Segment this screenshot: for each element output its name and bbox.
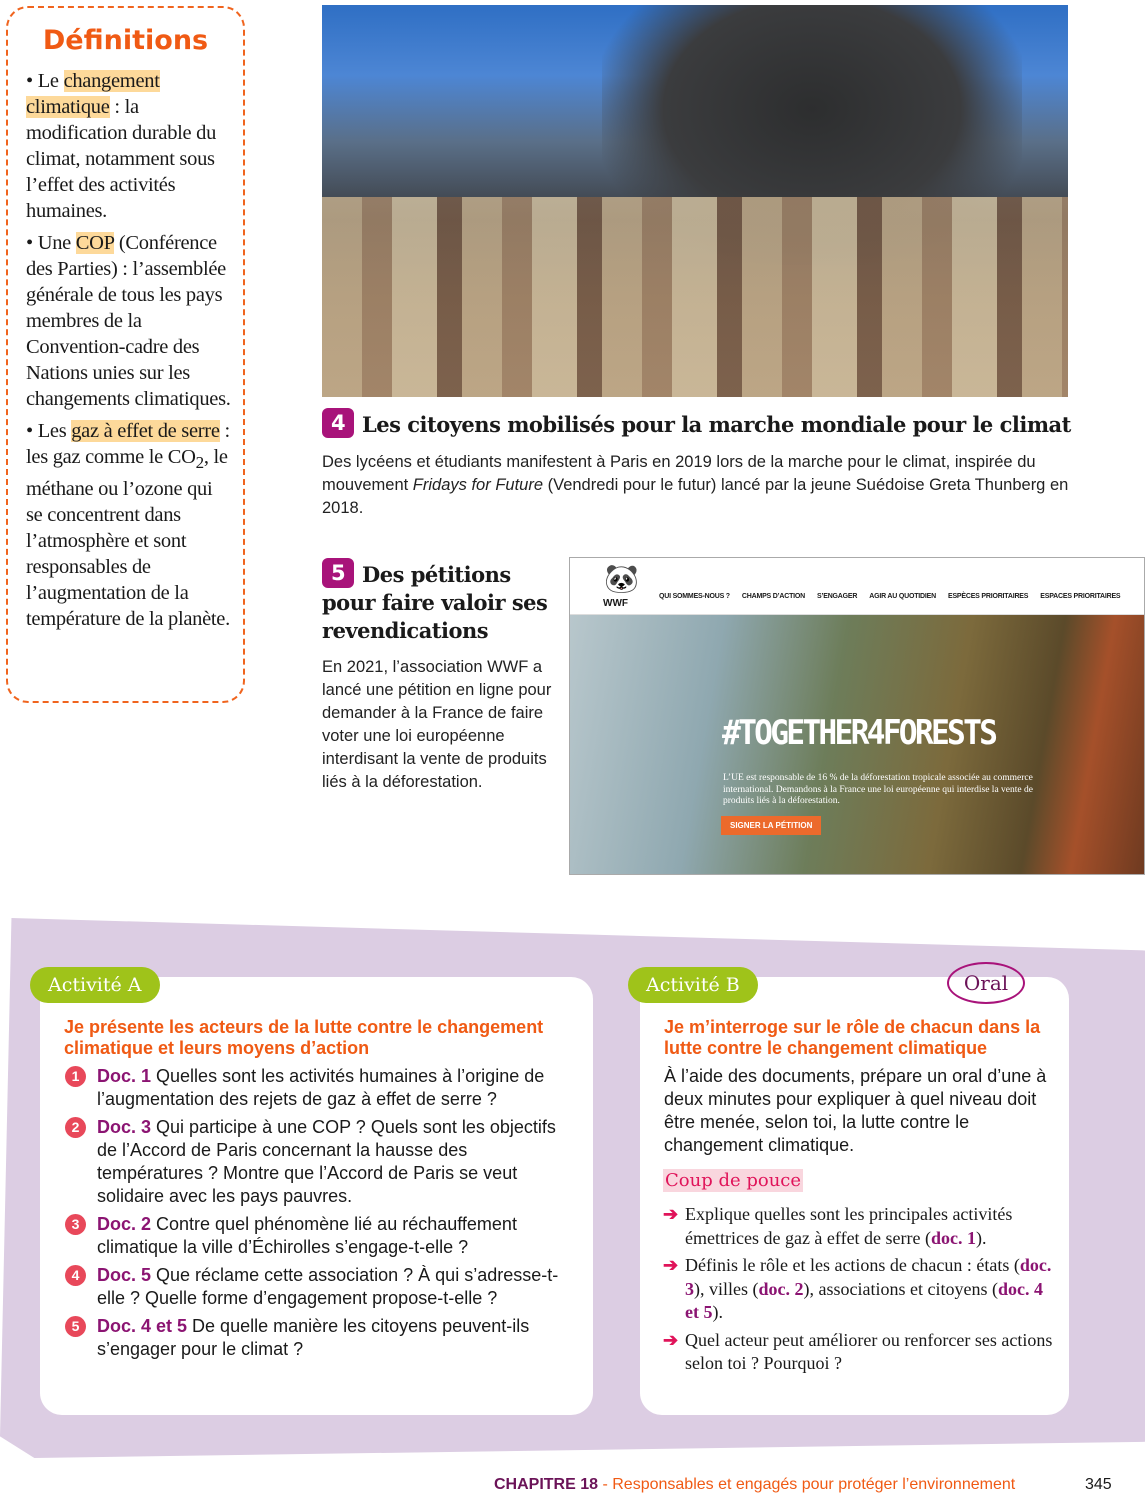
term: gaz à effet de serre xyxy=(71,420,220,442)
sign-petition-button: SIGNER LA PÉTITION xyxy=(721,816,821,835)
forest-image xyxy=(570,615,1144,875)
nav-item: CHAMPS D’ACTION xyxy=(741,593,806,600)
nav-item: AGIR AU QUOTIDIEN xyxy=(869,593,936,600)
tip-item: ➔ Définis le rôle et les actions de chacun : états (doc. 3), villes (doc. 2), associations et citoyens (doc. 4 et 5). xyxy=(663,1255,1052,1322)
activity-a-card xyxy=(40,977,593,1415)
activity-b-instructions: À l’aide des documents, prépare un oral d’une à deux minutes pour expliquer à quel niveau doit être menée, selon toi, la lutte contre le changement climatique. xyxy=(664,1066,1047,1155)
term: changement climatique xyxy=(26,70,160,118)
petition-desc: L’UE est responsable de 16 % de la déforestation tropicale associée au commerce international. Demandons à la France une loi européenne qui interdise la vente de produits liés à la déforestation. xyxy=(723,773,1033,806)
question-list xyxy=(65,1065,570,1366)
footer-chapter: CHAPITRE 18 - Responsables et engagés pour protéger l’environnement xyxy=(494,1476,1016,1493)
wwf-nav xyxy=(659,593,1120,600)
wwf-petition-screenshot: 🐼 WWF QUI SOMMES-NOUS ? CHAMPS D’ACTION S’ENGAGER AGIR AU QUOTIDIEN ESPÈCES PRIORITAIRES ESPACES PRIORITAIRES #TOGETHER4FORESTS L’UE est responsable de 16 % de la déforestation tropicale associée au commerce international. Demandons à la France une loi européenne qui interdise la vente de produits liés à la déforestation. SIGNER LA PÉTITION xyxy=(569,557,1145,875)
page-number: 345 xyxy=(1085,1476,1112,1493)
doc4-title: 4 Les citoyens mobilisés pour la marche mondiale pour le climat xyxy=(322,408,1122,438)
definition-item: • Une COP (Conférence des Parties) : l’assemblée générale de tous les pays membres de la Convention-cadre des Nations unies sur les changements climatiques. xyxy=(26,232,231,410)
definition-item: • Les gaz à effet de serre : les gaz comme le $CO_2$, le méthane ou l’ozone qui se concentrent dans l’atmosphère et sont responsables de l’augmentation de la température de la planète. xyxy=(26,420,230,631)
activity-a-label: Activité A xyxy=(30,967,160,1003)
activity-b-label: Activité B xyxy=(628,967,758,1003)
tips-list xyxy=(663,1203,1053,1380)
question-item: 2 Doc. 3 Qui participe à une COP ? Quels sont les objectifs de l’Accord de Paris concernant la hausse des températures ? Montre que l’Accord de Paris se veut solidaire avec les pays pauvres. xyxy=(65,1116,570,1208)
arrow-icon: ➔ xyxy=(663,1329,679,1350)
nav-item: QUI SOMMES-NOUS ? xyxy=(659,593,730,600)
term: COP xyxy=(75,232,115,254)
doc4-caption: Des lycéens et étudiants manifestent à Paris en 2019 lors de la marche pour le climat, inspirée du mouvement Fridays for Future (Vendredi pour le futur) lancé par la jeune Suédoise Greta Thunberg en 2018. xyxy=(322,453,1069,517)
activity-a-heading: Je présente les acteurs de la lutte contre le changement climatique et leurs moyens d’action xyxy=(64,1017,544,1058)
question-item: 4 Doc. 5 Que réclame cette association ? À qui s’adresse-t-elle ? Quelle forme d’engagement propose-t-elle ? xyxy=(65,1264,570,1310)
climate-march-photo xyxy=(322,5,1068,397)
coup-de-pouce-label: Coup de pouce xyxy=(665,1170,802,1191)
nav-item: ESPACES PRIORITAIRES xyxy=(1040,593,1121,600)
nav-item: S’ENGAGER xyxy=(817,593,858,600)
tip-item: ➔ Quel acteur peut améliorer ou renforcer ses actions selon toi ? Pourquoi ? xyxy=(663,1329,1053,1373)
definitions-box xyxy=(6,6,245,703)
arrow-icon: ➔ xyxy=(663,1204,679,1224)
panda-logo-icon: 🐼 xyxy=(604,563,639,594)
nav-item: ESPÈCES PRIORITAIRES xyxy=(947,593,1029,600)
activity-b-card xyxy=(640,977,1069,1415)
hashtag: #TOGETHER4FORESTS xyxy=(722,713,996,753)
activity-b-heading: Je m’interroge sur le rôle de chacun dans la lutte contre le changement climatique xyxy=(664,1017,1041,1058)
question-item: 5 Doc. 4 et 5 De quelle manière les citoyens peuvent-ils s’engager pour le climat ? xyxy=(65,1315,570,1361)
doc-number-badge: 4 xyxy=(322,408,354,438)
tip-item: ➔ Explique quelles sont les principales activités émettrices de gaz à effet de serre (doc. 1). xyxy=(663,1204,1013,1248)
arrow-icon: ➔ xyxy=(663,1255,679,1275)
doc5-title: 5 Des pétitions pour faire valoir ses revendications xyxy=(322,558,552,645)
question-item: 3 Doc. 2 Contre quel phénomène lié au réchauffement climatique la ville d’Échirolles s’engage-t-elle ? xyxy=(65,1213,570,1259)
oral-speech-bubble: Oral xyxy=(947,962,1025,1004)
doc5-caption: En 2021, l’association WWF a lancé une pétition en ligne pour demander à la France de faire voter une loi européenne interdisant la vente de produits liés à la déforestation. xyxy=(322,658,552,791)
doc-number-badge: 5 xyxy=(322,558,354,588)
definitions-title: Définitions xyxy=(42,25,209,56)
question-item: 1 Doc. 1 Quelles sont les activités humaines à l’origine de l’augmentation des rejets de gaz à effet de serre ? xyxy=(65,1065,570,1111)
definition-item: • Le changement climatique : la modification durable du climat, notamment sous l’effet des activités humaines. xyxy=(26,70,217,222)
